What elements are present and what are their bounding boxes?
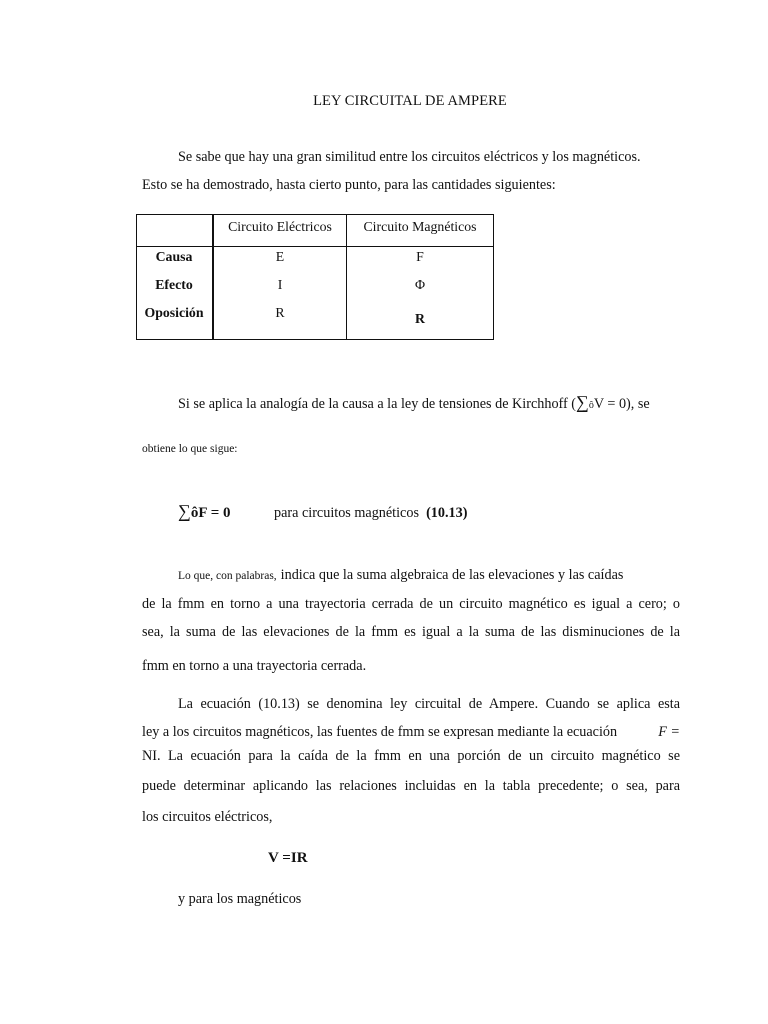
paragraph-3-line-3: NI. La ecuación para la caída de la fmm en una porción de un circuito magnético se bbox=[142, 748, 680, 764]
equation-description bbox=[274, 505, 467, 522]
sum-symbol: ∑ bbox=[576, 392, 589, 412]
table-cell: Φ bbox=[414, 277, 426, 292]
equation-number: (10.13) bbox=[426, 505, 468, 521]
closing-line: y para los magnéticos bbox=[178, 891, 302, 907]
equation-description-text: para circuitos magnéticos bbox=[274, 505, 419, 521]
kirchhoff-text: Si se aplica la analogía de la causa a la ley de tensiones de Kirchhoff ( bbox=[178, 396, 577, 412]
equation-ohm: V =IR bbox=[268, 850, 308, 866]
table-row-label: Efecto bbox=[155, 277, 193, 292]
equation-body: ôF = 0 bbox=[190, 505, 231, 521]
paragraph-3-line-1: La ecuación (10.13) se denomina ley circuital de Ampere. Cuando se aplica esta bbox=[178, 696, 680, 712]
paragraph-2-line-1-text: indica que la suma algebraica de las elevaciones y las caídas bbox=[280, 567, 624, 583]
table-header-magnetic: Circuito Magnéticos bbox=[363, 219, 477, 234]
table-row-label: Oposición bbox=[144, 305, 204, 320]
sum-symbol: ∑ bbox=[178, 501, 191, 521]
kirchhoff-continuation: obtiene lo que sigue: bbox=[142, 443, 238, 455]
paragraph-3-line-5: los circuitos eléctricos, bbox=[142, 809, 273, 825]
equation-10-13 bbox=[178, 501, 231, 522]
table-cell: R bbox=[275, 305, 285, 320]
paragraph-2-lead: Lo que, con palabras, bbox=[178, 570, 277, 582]
paragraph-3-line-2 bbox=[142, 718, 680, 746]
intro-line-1: Se sabe que hay una gran similitud entre los circuitos eléctricos y los magnéticos. bbox=[178, 149, 641, 165]
table-cell: F bbox=[416, 249, 424, 264]
table-cell: R bbox=[415, 311, 425, 326]
kirchhoff-line bbox=[178, 388, 650, 420]
mmf-symbol: F = bbox=[658, 724, 680, 740]
comparison-table bbox=[136, 214, 494, 340]
table-cell: E bbox=[275, 249, 285, 264]
kirchhoff-formula-sub: ô bbox=[588, 400, 594, 411]
paragraph-2-line-4: fmm en torno a una trayectoria cerrada. bbox=[142, 658, 367, 674]
page-title: LEY CIRCUITAL DE AMPERE bbox=[313, 93, 507, 109]
paragraph-3-line-2-text: ley a los circuitos magnéticos, las fuentes de fmm se expresan mediante la ecuación bbox=[142, 724, 618, 740]
paragraph-2-line-3: sea, la suma de las elevaciones de la fmm es igual a la suma de las disminuciones de la bbox=[142, 624, 680, 640]
intro-line-2: Esto se ha demostrado, hasta cierto punto, para las cantidades siguientes: bbox=[142, 177, 556, 193]
paragraph-3-line-4: puede determinar aplicando las relaciones incluidas en la tabla precedente; o sea, para bbox=[142, 778, 680, 794]
table-row-label: Causa bbox=[155, 249, 193, 264]
table-header-electric: Circuito Eléctricos bbox=[228, 219, 332, 234]
table-cell: I bbox=[277, 277, 283, 292]
paragraph-2-line-2: de la fmm en torno a una trayectoria cerrada de un circuito magnético es igual a cero; o bbox=[142, 596, 680, 612]
kirchhoff-formula: V = 0), se bbox=[593, 396, 650, 412]
table-header-divider bbox=[136, 246, 494, 247]
paragraph-2-line-1 bbox=[178, 561, 623, 589]
